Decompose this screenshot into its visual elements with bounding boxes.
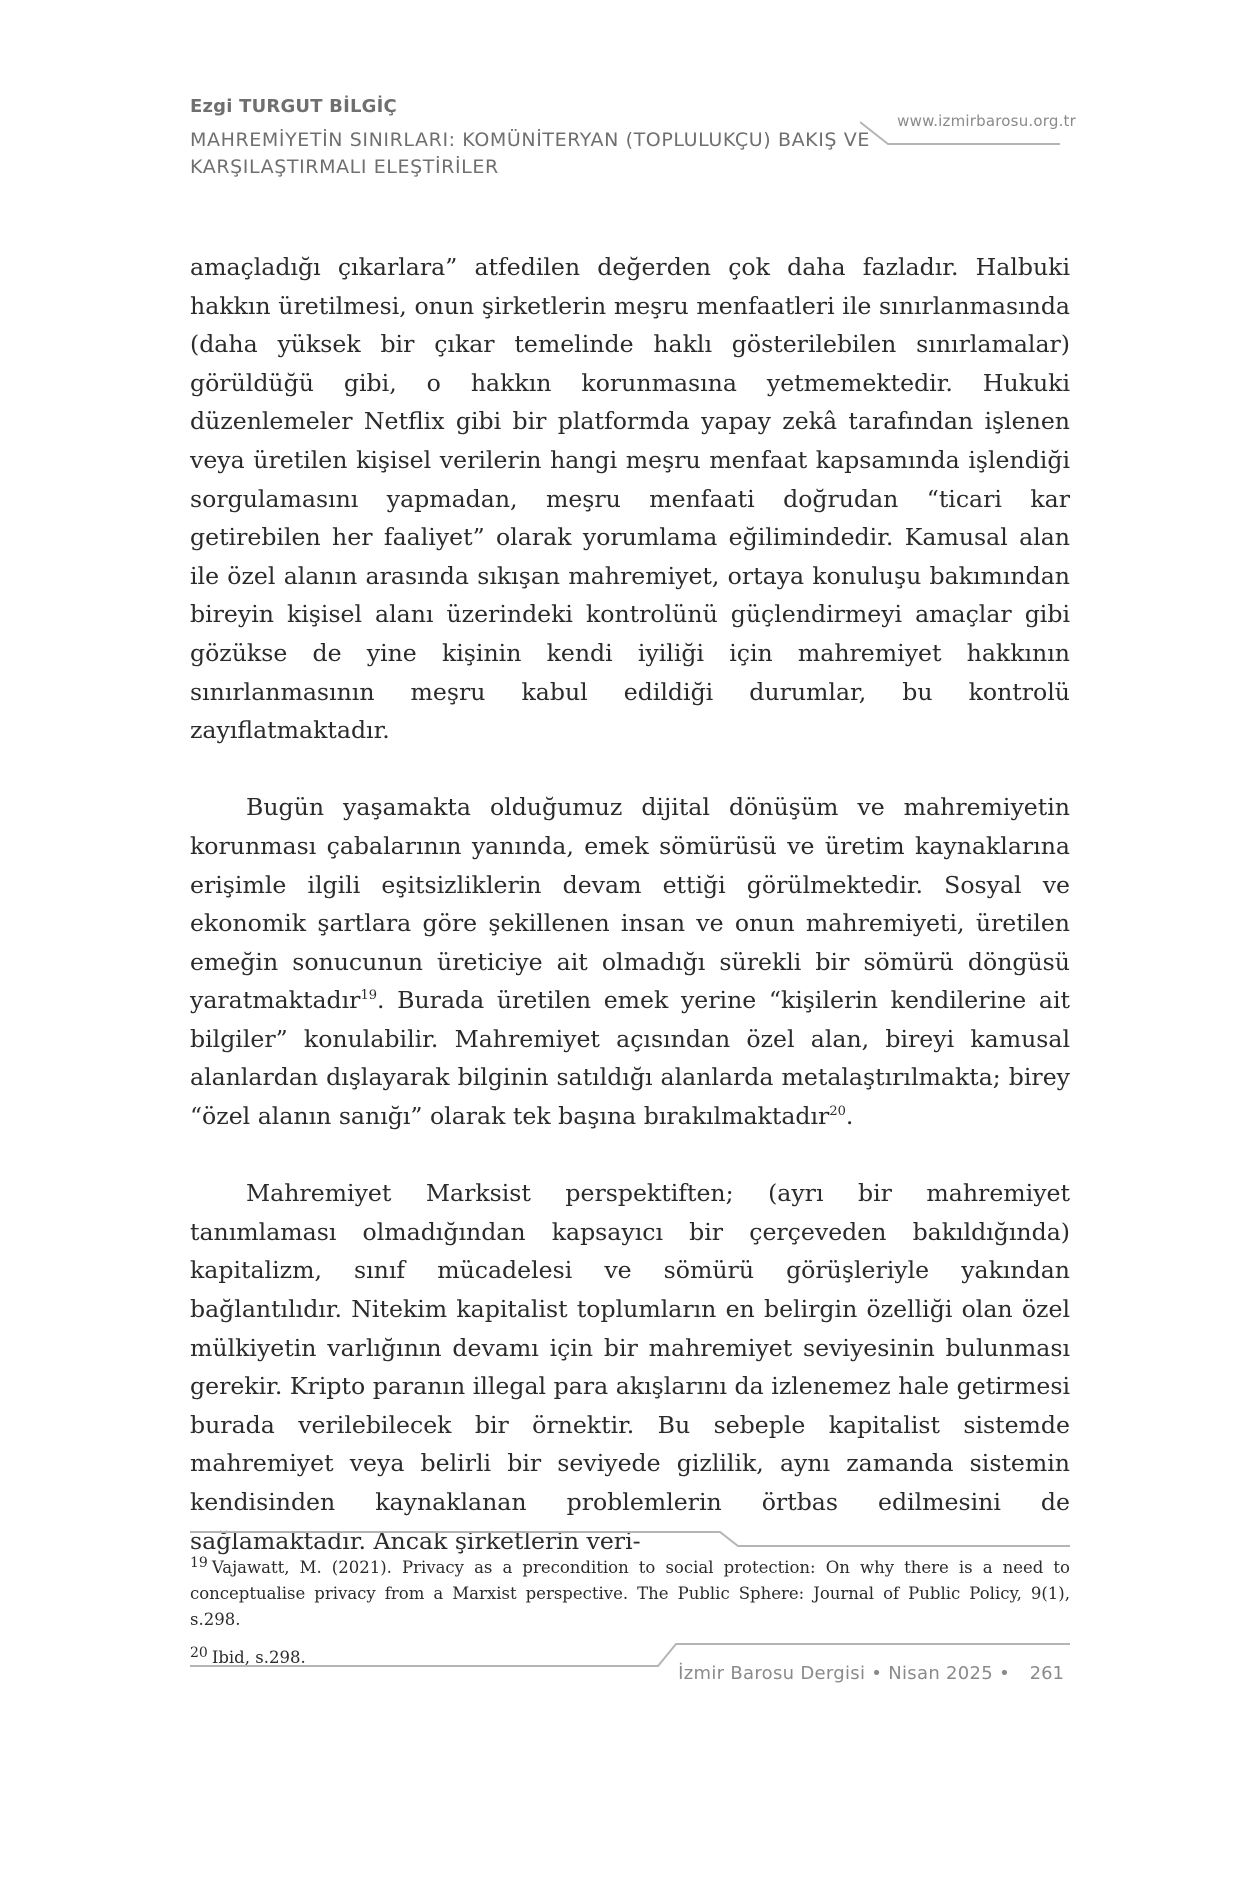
paragraph-1: amaçladığı çıkarlara” atfedilen değerden çok daha fazladır. Halbuki hakkın üretilmesi, onun şirketlerin meşru menfaatleri ile sınırlanmasında (daha yüksek bir çıkar temelinde haklı gösterilebilen sınırlamalar) görüldüğü gibi, o hakkın korunmasına yetmemektedir. Hukuki düzenlemeler Netflix gibi bir platformda yapay zekâ tarafından işlenen veya üretilen kişisel verilerin hangi meşru menfaat kapsamında işlendiği sorgulamasını yapmadan, meşru menfaati doğrudan “ticari kar getirebilen her faaliyet” olarak yorumlama eğilimindedir. Kamusal alan ile özel alanın arasında sıkışan mahremiyet, ortaya konuluşu bakımından bireyin kişisel alanı üzerindeki kontrolünü güçlendirmeyi amaçlar gibi gözükse de yine kişinin kendi iyiliği için mahremiyet hakkının sınırlanmasının meşru kabul edildiği durumlar, bu kontrolü zayıflatmaktadır. bbox=[190, 253, 1070, 745]
footnote-number: 20 bbox=[190, 1644, 208, 1661]
header-author: Ezgi TURGUT BİLGİÇ bbox=[190, 96, 397, 117]
footnote-ref-20: 20 bbox=[829, 1104, 846, 1120]
footnote-text: Ibid, s.298. bbox=[211, 1648, 306, 1667]
footnote-rule bbox=[190, 1530, 1080, 1550]
paragraph-3: Mahremiyet Marksist perspektiften; (ayrı bir mahremiyet tanımlaması olmadığından kapsayıcı bir çerçeveden bakıldığında) kapitalizm, sınıf mücadelesi ve sömürü görüşleriyle yakından bağlantılıdır. Nitekim kapitalist toplumların en belirgin özelliği olan özel mülkiyetin varlığının devamı için bir mahremiyet seviyesinin bulunması gerekir. Kripto paranın illegal para akışlarını da izlenemez hale getirmesi burada verilebilecek bir örnektir. Bu sebeple kapitalist sistemde mahremiyet veya belirli bir seviyede gizlilik, aynı zamanda sistemin kendisinden kaynaklanan problemlerin örtbas edilmesini de sağlamaktadır. Ancak şirketlerin veri- bbox=[190, 1179, 1070, 1555]
header-article-title: MAHREMİYETİN SINIRLARI: KOMÜNİTERYAN (TOPLULUKÇU) BAKIŞ VE KARŞILAŞTIRMALI ELEŞTİRİLER bbox=[190, 129, 870, 178]
paragraph-2-part-b: . Burada üretilen emek yerine “kişilerin kendilerine ait bilgiler” konulabilir. Mahremiyet açısından özel alan, bireyi kamusal alanlardan dışlayarak bilginin satıldığı alanlarda metalaştırılmakta; birey “özel alanın sanığı” olarak tek başına bırakılmaktadır bbox=[190, 986, 1070, 1131]
paragraph-2-part-c: . bbox=[845, 1102, 854, 1131]
footnote-19 bbox=[190, 1555, 1070, 1633]
header-rule bbox=[860, 120, 1060, 150]
footer-journal: İzmir Barosu Dergisi • Nisan 2025 • bbox=[678, 1663, 1010, 1684]
header-url: www.izmirbarosu.org.tr bbox=[897, 112, 1076, 130]
paragraph-2-part-a: Bugün yaşamakta olduğumuz dijital dönüşüm ve mahremiyetin korunması çabalarının yanında, emek sömürüsü ve üretim kaynaklarına erişimle ilgili eşitsizliklerin devam ettiği görülmektedir. Sosyal ve ekonomik şartlara göre şekillenen insan ve onun mahremiyeti, üretilen emeğin sonucunun üreticiye ait olmadığı sürekli bir sömürü döngüsü yaratmaktadır bbox=[190, 793, 1070, 1015]
main-body bbox=[190, 248, 1070, 1560]
footnote-ref-19: 19 bbox=[360, 988, 377, 1004]
page-number: 261 bbox=[1029, 1663, 1064, 1684]
footnote-number: 19 bbox=[190, 1554, 208, 1571]
paragraph-2 bbox=[190, 788, 1070, 1135]
footnote-text: Vajawatt, M. (2021). Privacy as a precondition to social protection: On why there is a need to conceptualise privacy from a Marxist perspective. The Public Sphere: Journal of Public Policy, 9(1), s.298. bbox=[190, 1558, 1070, 1629]
